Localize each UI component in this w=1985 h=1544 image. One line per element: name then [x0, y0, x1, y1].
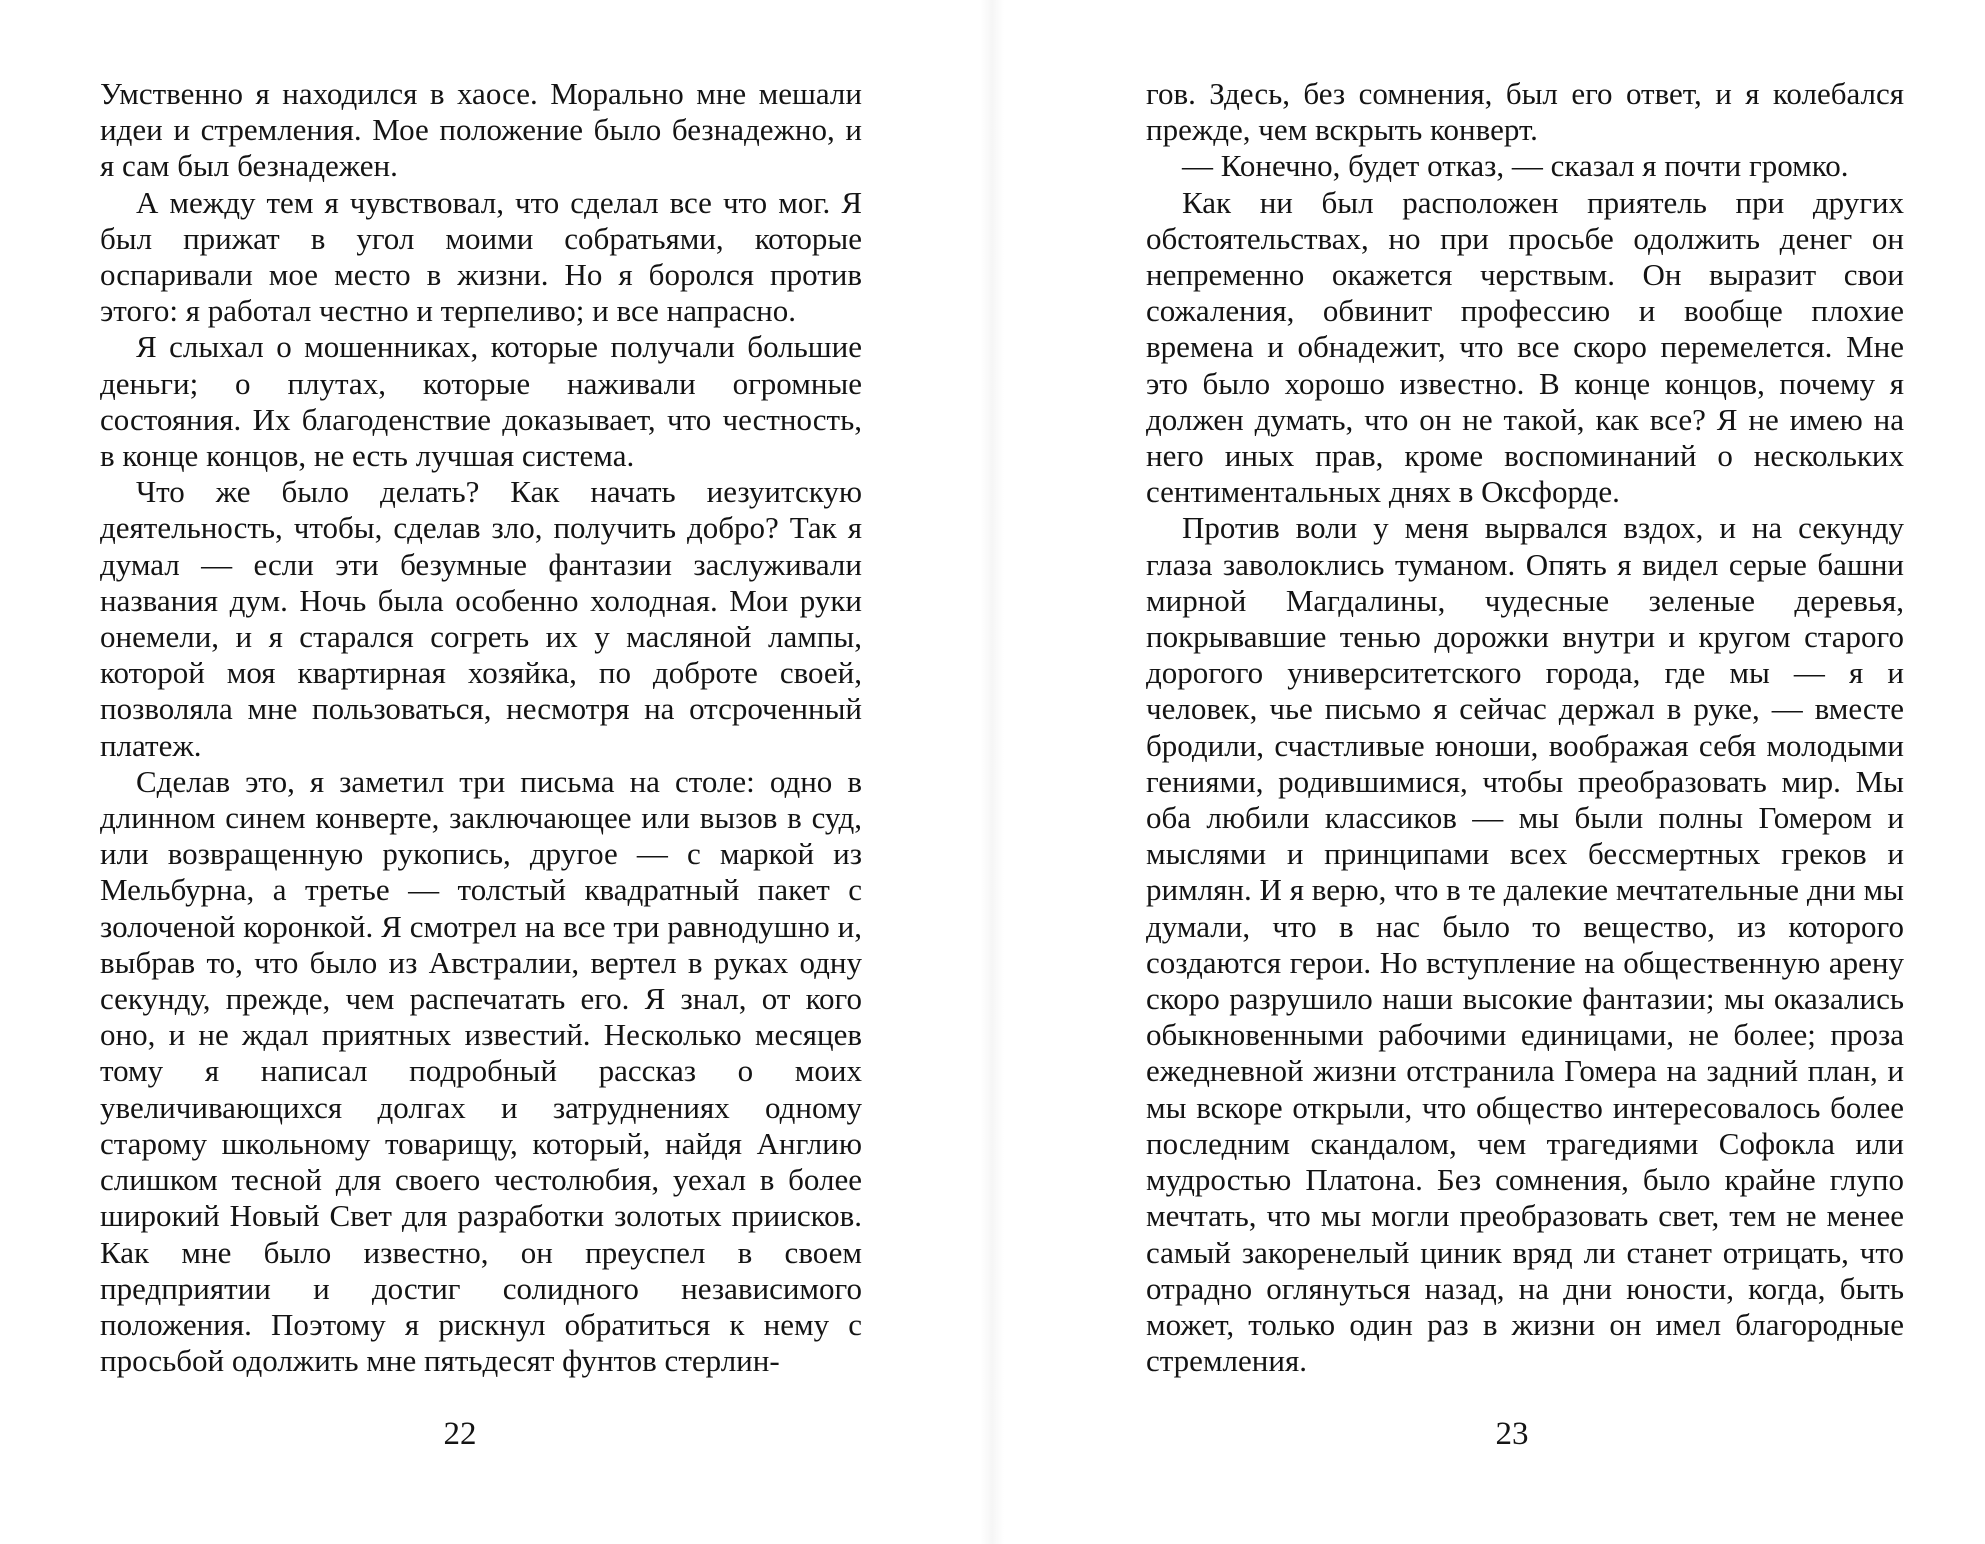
paragraph: Я слыхал о мошенниках, которые получали большие деньги; о плутах, которые наживали огромные состояния. Их благоденствие доказывает, что честность, в конце концов, не есть лучшая система. — [100, 329, 862, 474]
paragraph: Умственно я находился в хаосе. Морально мне мешали идеи и стремления. Мое положение было безнадежно, и я сам был безнадежен. — [100, 76, 862, 184]
left-page-text — [100, 76, 862, 1379]
page-number: 23 — [1495, 1416, 1529, 1452]
page-number: 22 — [443, 1416, 477, 1452]
paragraph: Сделав это, я заметил три письма на столе: одно в длинном синем конверте, заключающее или вызов в суд, или возвращенную рукопись, другое — с маркой из Мельбурна, а третье — толстый квадратный пакет с золоченой коронкой. Я смотрел на все три равнодушно и, выбрав то, что было из Австралии, вертел в руках одну секунду, прежде, чем распечатать его. Я знал, от кого оно, и не ждал приятных известий. Несколько месяцев тому я написал подробный рассказ о моих увеличивающихся долгах и затруднениях одному старому школьному товарищу, который, найдя Англию слишком тесной для своего честолюбия, уехал в более широкий Новый Свет для разработки золотых приисков. Как мне было известно, он преуспел в своем предприятии и достиг солидного независимого положения. Поэтому я рискнул обратиться к нему с просьбой одолжить мне пятьдесят фунтов стерлин- — [100, 763, 862, 1379]
left-page — [0, 0, 992, 1544]
paragraph: А между тем я чувствовал, что сделал все что мог. Я был прижат в угол моими собратьями, которые оспаривали мое место в жизни. Но я боролся против этого: я работал честно и терпеливо; и все напрасно. — [100, 184, 862, 329]
right-page — [992, 0, 1985, 1544]
right-page-text — [1146, 76, 1904, 1379]
paragraph: — Конечно, будет отказ, — сказал я почти громко. — [1182, 148, 1849, 184]
paragraph: Против воли у меня вырвался вздох, и на секунду глаза заволоклись туманом. Опять я видел серые башни мирной Магдалины, чудесные зеленые деревья, покрывавшие тенью дорожки внутри и кругом старого дорогого университетского города, где мы — я и человек, чье письмо я сейчас держал в руке, — вместе бродили, счастливые юноши, воображая себя молодыми гениями, родившимися, чтобы преобразовать мир. Мы оба любили классиков — мы были полны Гомером и мыслями и принципами всех бессмертных греков и римлян. И я верю, что в те далекие мечтательные дни мы думали, что в нас было то вещество, из которого создаются герои. Но вступление на общественную арену скоро разрушило наши высокие фантазии; мы оказались обыкновенными рабочими единицами, не более; проза ежедневной жизни отстранила Гомера на задний план, и мы вскоре открыли, что общество интересовалось более последним скандалом, чем трагедиями Софокла или мудростью Платона. Без сомнения, было крайне глупо мечтать, что мы могли преобразовать свет, тем не менее самый закоренелый циник вряд ли станет отрицать, что отрадно оглянуться назад, на дни юности, когда, быть может, только один раз в жизни он имел благородные стремления. — [1146, 510, 1904, 1379]
paragraph: Как ни был расположен приятель при других обстоятельствах, но при просьбе одолжить денег он непременно окажется черствым. Он выразит свои сожаления, обвинит профессию и вообще плохие времена и обнадежит, что все скоро перемелется. Мне это было хорошо известно. В конце концов, почему я должен думать, что он не такой, как все? Я не имею на него иных прав, кроме воспоминаний о нескольких сентиментальных днях в Оксфорде. — [1146, 184, 1904, 510]
paragraph: Что же было делать? Как начать иезуитскую деятельность, чтобы, сделав зло, получить добро? Так я думал — если эти безумные фантазии заслуживали названия дум. Ночь была особенно холодная. Мои руки онемели, и я старался согреть их у масляной лампы, которой моя квартирная хозяйка, по доброте своей, позволяла мне пользоваться, несмотря на отсроченный платеж. — [100, 474, 862, 763]
paragraph: гов. Здесь, без сомнения, был его ответ, и я колебался прежде, чем вскрыть конверт. — [1146, 76, 1904, 148]
